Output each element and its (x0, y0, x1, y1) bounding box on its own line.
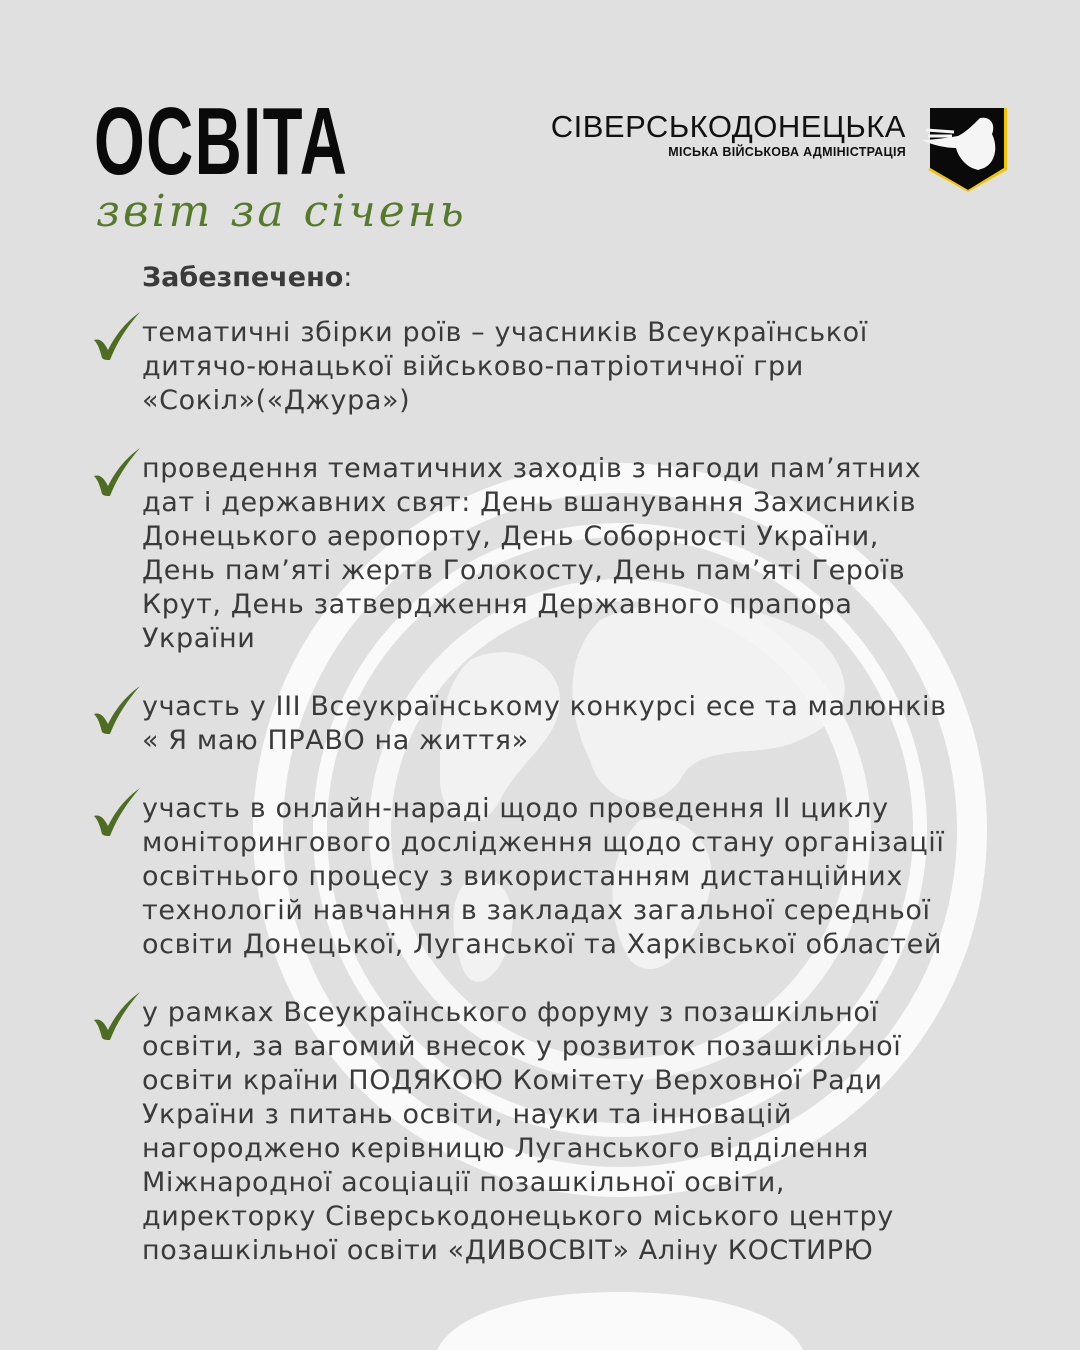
lead-text (142, 262, 352, 293)
list-item-line: участь у ІІІ Всеукраїнському конкурсі есе та малюнків (142, 691, 947, 722)
logo-name: СІВЕРСЬКОДОНЕЦЬКА (550, 109, 906, 144)
list-item-line: нагороджено керівницю Луганського відділення (142, 1133, 869, 1164)
checkmark-icon (92, 992, 142, 1042)
list-item (142, 996, 901, 1268)
logo-subname: МІСЬКА ВІЙСЬКОВА АДМІНІСТРАЦІЯ (668, 145, 906, 159)
list-item (142, 792, 944, 962)
page-title: ОСВІТА (94, 88, 349, 195)
list-item-line: у рамках Всеукраїнського форуму з позашкільної (142, 997, 879, 1028)
list-item-line: дитячо-юнацької військово-патріотичної гри (142, 351, 804, 382)
checkmark-icon (92, 788, 142, 838)
list-item (142, 690, 947, 758)
list-item-line: освіти Донецької, Луганської та Харківської областей (142, 929, 942, 960)
list-item-line: позашкільної освіти «ДИВОСВІТ» Аліну КОСТИРЮ (142, 1235, 874, 1266)
list-item-line: День пам’яті жертв Голокосту, День пам’яті Героїв (142, 555, 906, 586)
checkmark-icon (92, 686, 142, 736)
list-item-line: участь в онлайн-нараді щодо проведення ІІ циклу (142, 793, 889, 824)
list-item-line: Крут, День затвердження Державного прапора (142, 589, 853, 620)
list-item-line: освіти країни ПОДЯКОЮ Комітету Верховної Ради (142, 1065, 883, 1096)
logo (551, 110, 906, 160)
list-item-line: технологій навчання в закладах загальної середньої (142, 895, 931, 926)
list-item-line: України з питань освіти, науки та інновацій (142, 1099, 792, 1130)
list-item (142, 316, 868, 418)
checkmark-icon (92, 448, 142, 498)
bird-emblem-icon (918, 106, 1010, 192)
list-item-line: України (142, 623, 256, 654)
page-subtitle: звіт за січень (96, 186, 467, 237)
list-item-line: тематичні збірки роїв – учасників Всеукраїнської (142, 317, 868, 348)
list-item-line: дат і державних свят: День вшанування Захисників (142, 487, 917, 518)
list-item-line: освітнього процесу з використанням дистанційних (142, 861, 903, 892)
list-item (142, 452, 921, 656)
list-item-line: Міжнародної асоціації позашкільної освіти, (142, 1167, 786, 1198)
list-item-line: проведення тематичних заходів з нагоди пам’ятних (142, 453, 922, 484)
lead-colon: : (343, 262, 353, 293)
list-item-line: моніторингового дослідження щодо стану організації (142, 827, 945, 858)
lead-label: Забезпечено (142, 262, 344, 293)
globe-stand (437, 1292, 803, 1350)
list-item-line: « Я маю ПРАВО на життя» (142, 725, 529, 756)
checkmark-icon (92, 312, 142, 362)
list-item-line: директорку Сіверськодонецького міського центру (142, 1201, 894, 1232)
list-item-line: «Сокіл»(«Джура») (142, 385, 411, 416)
list-item-line: Донецького аеропорту, День Соборності України, (142, 521, 879, 552)
list-item-line: освіти, за вагомий внесок у розвиток позашкільної (142, 1031, 902, 1062)
